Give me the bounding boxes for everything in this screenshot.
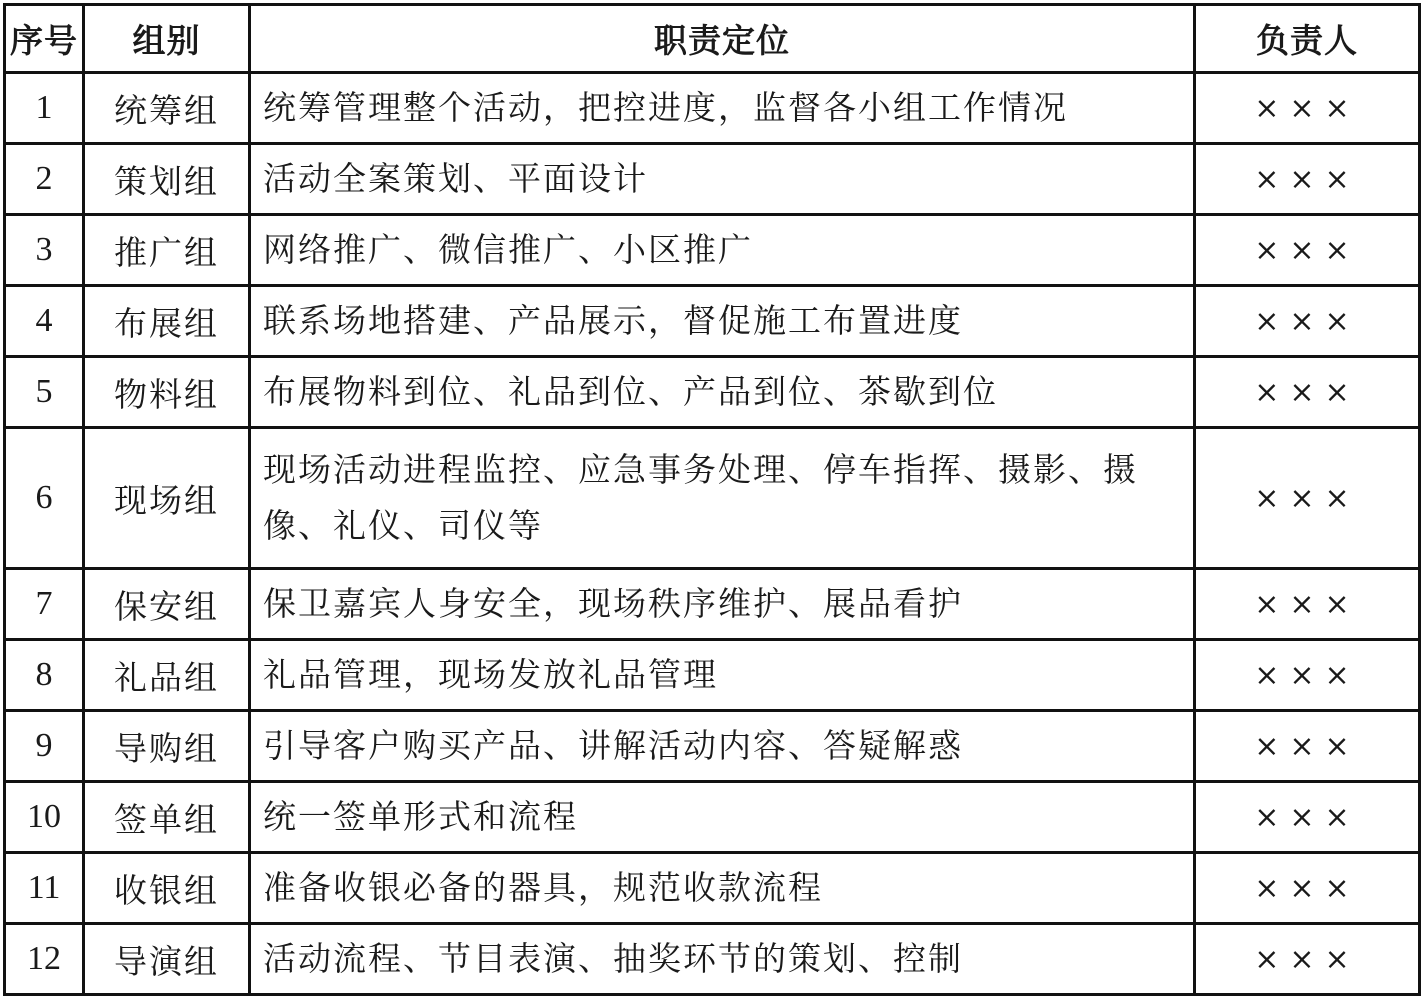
table-row [5, 569, 1420, 640]
table-row [5, 73, 1420, 144]
row-group: 物料组 [84, 357, 250, 428]
row-owner: ××× [1195, 428, 1420, 569]
row-number: 1 [5, 73, 84, 144]
row-owner: ××× [1195, 569, 1420, 640]
row-number: 2 [5, 144, 84, 215]
row-duty: 统筹管理整个活动，把控进度，监督各小组工作情况 [250, 73, 1195, 144]
table-row [5, 924, 1420, 995]
table-row [5, 215, 1420, 286]
row-owner: ××× [1195, 711, 1420, 782]
row-duty: 引导客户购买产品、讲解活动内容、答疑解惑 [250, 711, 1195, 782]
header-owner: 负责人 [1195, 5, 1420, 73]
row-owner: ××× [1195, 853, 1420, 924]
row-owner: ××× [1195, 215, 1420, 286]
row-group: 推广组 [84, 215, 250, 286]
row-group: 保安组 [84, 569, 250, 640]
row-duty: 活动流程、节目表演、抽奖环节的策划、控制 [250, 924, 1195, 995]
row-owner: ××× [1195, 640, 1420, 711]
row-number: 12 [5, 924, 84, 995]
table-container [3, 3, 1418, 993]
row-number: 11 [5, 853, 84, 924]
row-number: 4 [5, 286, 84, 357]
row-owner: ××× [1195, 144, 1420, 215]
table-row [5, 782, 1420, 853]
row-owner: ××× [1195, 924, 1420, 995]
table-body [5, 73, 1420, 995]
row-duty: 统一签单形式和流程 [250, 782, 1195, 853]
row-owner: ××× [1195, 357, 1420, 428]
row-group: 策划组 [84, 144, 250, 215]
row-number: 10 [5, 782, 84, 853]
responsibility-table [3, 3, 1421, 996]
table-row [5, 357, 1420, 428]
row-duty: 礼品管理，现场发放礼品管理 [250, 640, 1195, 711]
row-number: 7 [5, 569, 84, 640]
row-duty: 活动全案策划、平面设计 [250, 144, 1195, 215]
row-group: 收银组 [84, 853, 250, 924]
row-duty: 保卫嘉宾人身安全，现场秩序维护、展品看护 [250, 569, 1195, 640]
row-duty: 准备收银必备的器具，规范收款流程 [250, 853, 1195, 924]
header-no: 序号 [5, 5, 84, 73]
row-duty: 现场活动进程监控、应急事务处理、停车指挥、摄影、摄像、礼仪、司仪等 [250, 428, 1195, 569]
table-row [5, 640, 1420, 711]
row-owner: ××× [1195, 782, 1420, 853]
row-group: 现场组 [84, 428, 250, 569]
row-number: 5 [5, 357, 84, 428]
row-duty: 联系场地搭建、产品展示，督促施工布置进度 [250, 286, 1195, 357]
row-group: 导购组 [84, 711, 250, 782]
row-number: 9 [5, 711, 84, 782]
row-number: 3 [5, 215, 84, 286]
row-owner: ××× [1195, 286, 1420, 357]
row-duty: 网络推广、微信推广、小区推广 [250, 215, 1195, 286]
table-row [5, 853, 1420, 924]
table-row [5, 286, 1420, 357]
header-duty: 职责定位 [250, 5, 1195, 73]
row-group: 签单组 [84, 782, 250, 853]
table-row [5, 428, 1420, 569]
row-group: 统筹组 [84, 73, 250, 144]
table-row [5, 144, 1420, 215]
header-group: 组别 [84, 5, 250, 73]
row-number: 8 [5, 640, 84, 711]
row-group: 礼品组 [84, 640, 250, 711]
row-duty: 布展物料到位、礼品到位、产品到位、茶歇到位 [250, 357, 1195, 428]
row-group: 布展组 [84, 286, 250, 357]
table-row [5, 711, 1420, 782]
header-row [5, 5, 1420, 73]
row-owner: ××× [1195, 73, 1420, 144]
row-number: 6 [5, 428, 84, 569]
row-group: 导演组 [84, 924, 250, 995]
